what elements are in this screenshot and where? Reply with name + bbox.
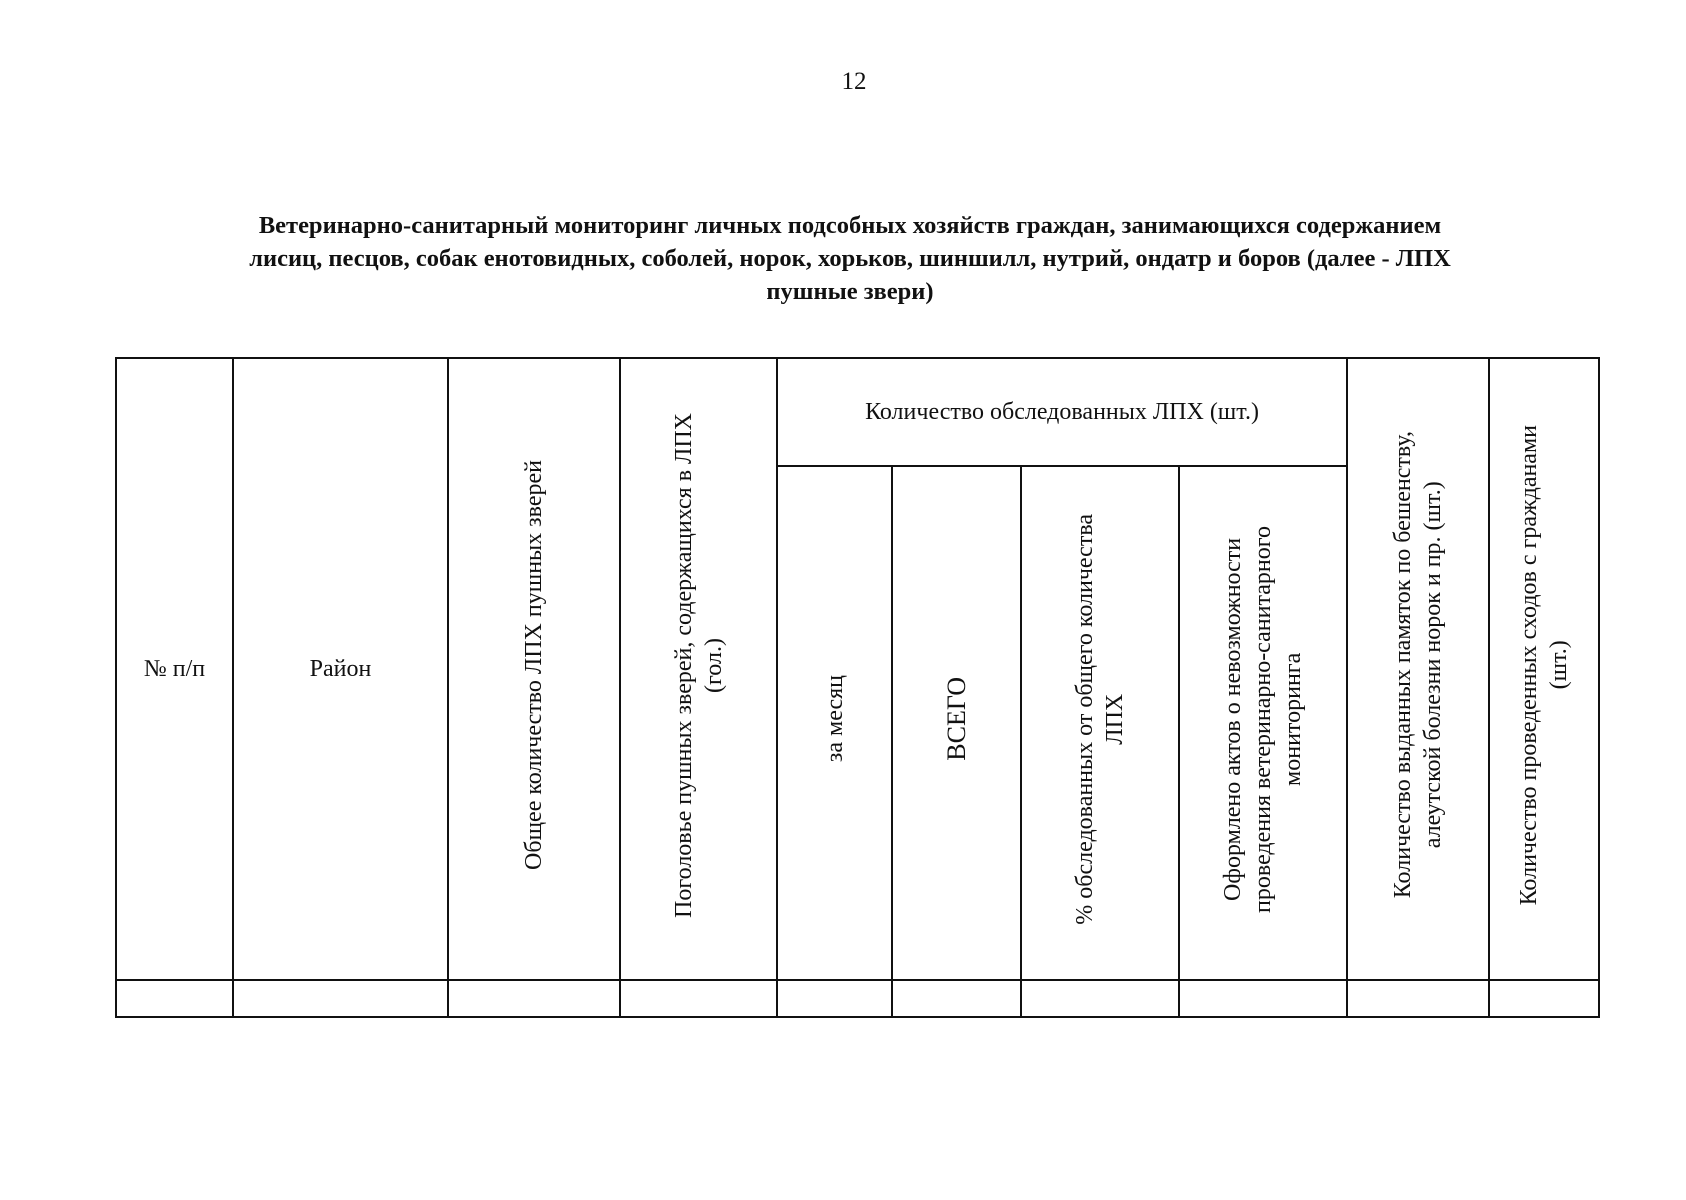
document-title <box>140 209 1560 308</box>
table-cell <box>233 980 448 1017</box>
table-cell <box>1021 980 1179 1017</box>
header-leaflets: Количество выданных памяток по бешенству, алеутской болезни норок и пр. (шт.) <box>1347 358 1489 980</box>
title-line: лисиц, песцов, собак енотовидных, соболей, норок, хорьков, шиншилл, нутрий, ондатр и боров (далее - ЛПХ <box>249 245 1451 272</box>
header-livestock: Поголовье пушных зверей, содержащихся в ЛПХ (гол.) <box>620 358 777 980</box>
header-meetings: Количество проведенных сходов с гражданами (шт.) <box>1489 358 1599 980</box>
table-row <box>116 980 1599 1017</box>
header-total-lph: Общее количество ЛПХ пушных зверей <box>448 358 620 980</box>
header-district: Район <box>233 358 448 980</box>
table-cell <box>448 980 620 1017</box>
title-line: Ветеринарно-санитарный мониторинг личных подсобных хозяйств граждан, занимающихся содержанием <box>258 212 1442 239</box>
monitoring-table <box>115 357 1600 1018</box>
title-line: пушные звери) <box>766 278 934 305</box>
header-per-month: за месяц <box>777 466 892 980</box>
table-cell <box>1179 980 1347 1017</box>
header-surveyed-group: Количество обследованных ЛПХ (шт.) <box>777 358 1347 466</box>
header-num: № п/п <box>116 358 233 980</box>
table-cell <box>1347 980 1489 1017</box>
header-total: ВСЕГО <box>892 466 1021 980</box>
header-acts: Оформлено актов о невозможности проведения ветеринарно-санитарного мониторинга <box>1179 466 1347 980</box>
table-cell <box>777 980 892 1017</box>
header-percent: % обследованных от общего количества ЛПХ <box>1021 466 1179 980</box>
page-number: 12 <box>841 68 867 95</box>
table-cell <box>116 980 233 1017</box>
table-cell <box>620 980 777 1017</box>
table-cell <box>1489 980 1599 1017</box>
table-cell <box>892 980 1021 1017</box>
